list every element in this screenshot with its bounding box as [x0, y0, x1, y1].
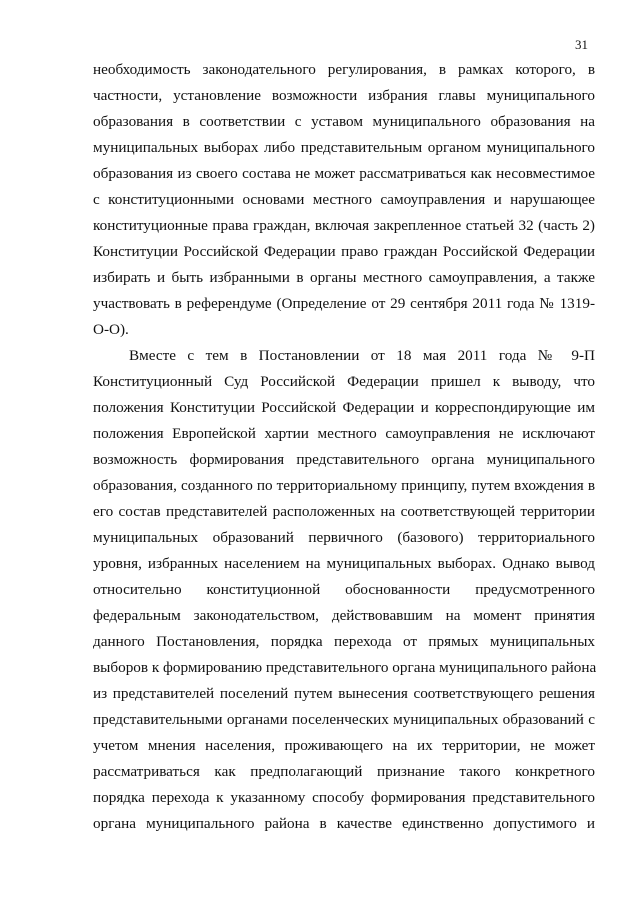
- text-line: уровня, избранных населением на муниципальных выборах. Однако вывод: [93, 555, 595, 572]
- text-line: образования, созданного по территориальному принципу, путем вхождения в: [93, 477, 595, 494]
- text-line: с конституционными основами местного самоуправления и нарушающее: [93, 191, 595, 208]
- text-line: выборов к формированию представительного органа муниципального района: [93, 659, 597, 676]
- paragraph-first-line: Вместе с тем в Постановлении от 18 мая 2011 года № 9-П: [129, 347, 595, 364]
- text-line: относительно конституционной обоснованности предусмотренного: [93, 581, 595, 598]
- text-line: необходимость законодательного регулирования, в рамках которого, в: [93, 61, 595, 78]
- text-line: представительными органами поселенческих муниципальных образований с: [93, 711, 595, 728]
- text-line: О-О).: [93, 321, 129, 338]
- text-line: образования из своего состава не может рассматриваться как несовместимое: [93, 165, 595, 182]
- text-line: учетом мнения населения, проживающего на их территории, не может: [93, 737, 595, 754]
- text-line: образования в соответствии с уставом муниципального образования на: [93, 113, 595, 130]
- text-line: частности, установление возможности избрания главы муниципального: [93, 87, 595, 104]
- text-line: рассматриваться как предполагающий признание такого конкретного: [93, 763, 595, 780]
- text-line: муниципальных выборах либо представительным органом муниципального: [93, 139, 595, 156]
- page-number: 31: [575, 37, 588, 52]
- text-line: положения Конституции Российской Федерации и корреспондирующие им: [93, 399, 595, 416]
- text-line: данного Постановления, порядка перехода от прямых муниципальных: [93, 633, 595, 650]
- text-line: конституционные права граждан, включая закрепленное статьей 32 (часть 2): [93, 217, 595, 234]
- text-line: его состав представителей расположенных на соответствующей территории: [93, 503, 595, 520]
- text-line: Конституционный Суд Российской Федерации пришел к выводу, что: [93, 373, 595, 390]
- text-line: Конституции Российской Федерации право граждан Российской Федерации: [93, 243, 595, 260]
- text-line: органа муниципального района в качестве единственно допустимого и: [93, 815, 595, 832]
- text-line: участвовать в референдуме (Определение от 29 сентября 2011 года № 1319-: [93, 295, 595, 312]
- text-line: муниципальных образований первичного (базового) территориального: [93, 529, 595, 546]
- text-line: порядка перехода к указанному способу формирования представительного: [93, 789, 595, 806]
- text-line: избирать и быть избранными в органы местного самоуправления, а также: [93, 269, 595, 286]
- text-line: из представителей поселений путем вынесения соответствующего решения: [93, 685, 595, 702]
- text-line: положения Европейской хартии местного самоуправления не исключают: [93, 425, 595, 442]
- text-line: возможность формирования представительного органа муниципального: [93, 451, 595, 468]
- text-line: федеральным законодательством, действовавшим на момент принятия: [93, 607, 595, 624]
